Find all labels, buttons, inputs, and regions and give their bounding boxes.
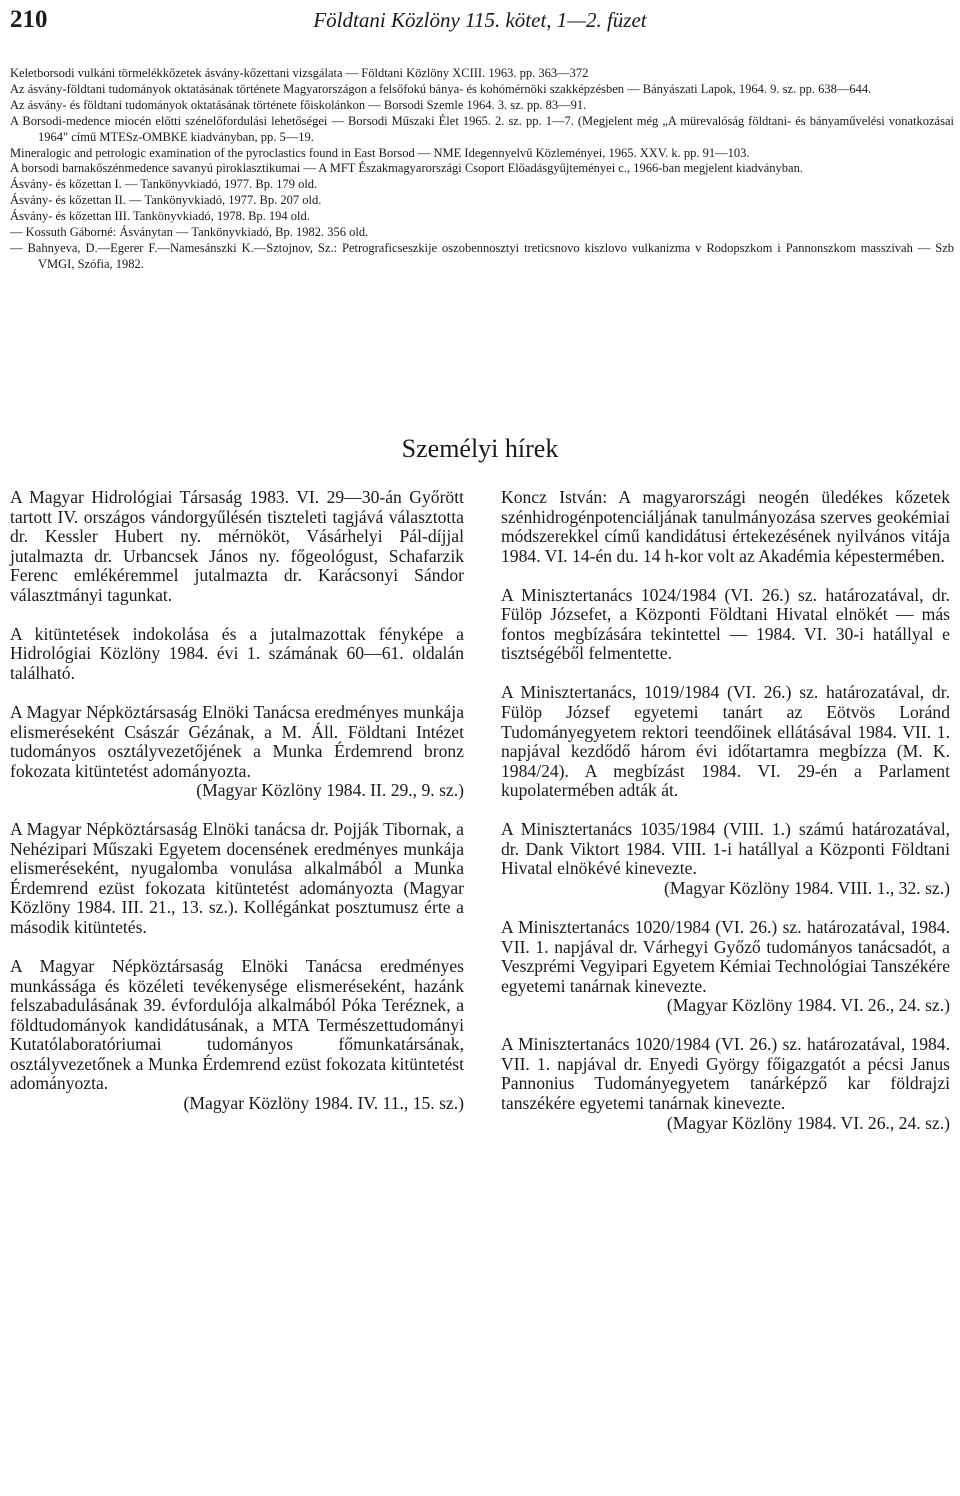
page-header [10, 6, 950, 36]
news-paragraph: A kitüntetések indokolása és a jutalmazottak fényképe a Hidrológiai Közlöny 1984. évi 1. számának 60—61. oldalán található. [10, 623, 464, 683]
news-paragraph: Koncz István: A magyarországi neogén üledékes kőzetek szénhidrogénpotenciáljának tanulmányozása szerves geokémiai módszerekkel című kandidátusi értekezésének nyilvános vitája 1984. VI. 14-én du. 14 h-kor volt az Akadémia képestermében. [501, 487, 950, 566]
page-number: 210 [10, 6, 48, 33]
news-paragraph: A Magyar Népköztársaság Elnöki Tanácsa eredményes munkája elismeréseként Császár Gézának, a M. Áll. Földtani Intézet tudományos osztályvezetőjének a Munka Érdemrend bronz fokozata kitüntetést adományozta. [10, 702, 464, 781]
reference-list [10, 66, 954, 273]
reference-item: — Bahnyeva, D.—Egerer F.—Namesánszki K.—Sztojnov, Sz.: Petrograficseszkije oszobennosztyi treticsnovo kiszlovo vulkanizma v Rodopszkom i Pannonszkom masszivah — Szb VMGI, Szófia, 1982. [10, 240, 954, 271]
news-paragraph: A Minisztertanács, 1019/1984 (VI. 26.) sz. határozatával, dr. Fülöp József egyetemi tanárt az Eötvös Loránd Tudományegyetem rektori teendőinek ellátásával 1984. VII. 1. napjával kezdődő három évi időtartamra megbízza (M. K. 1984/24). A megbízást 1984. VI. 29-én a Parlament kupolatermében adták át. [501, 682, 950, 801]
news-citation: (Magyar Közlöny 1984. VI. 26., 24. sz.) [666, 995, 950, 1016]
news-citation: (Magyar Közlöny 1984. IV. 11., 15. sz.) [183, 1092, 464, 1113]
reference-item: A borsodi barnakőszénmedence savanyú piroklasztikumai — A MFT Északmagyarországi Csoport Előadásgyűjteményei c., 1966-ban megjelent kiadványban. [10, 161, 803, 176]
right-column [501, 488, 950, 1153]
section-title: Személyi hírek [401, 434, 559, 463]
reference-item: Mineralogic and petrologic examination of the pyroclastics found in East Borsod — NME Idegennyelvű Közleményei, 1965. XXV. k. pp. 91—103. [10, 145, 750, 160]
news-paragraph: A Magyar Hidrológiai Társaság 1983. VI. 29—30-án Győrött tartott IV. országos vándorgyűlésén tiszteleti tagjává választotta dr. Kessler Hubert ny. mérnököt, Vásárhelyi Pál-díjjal jutalmazta dr. Urbancsek János ny. főgeológust, Schafarzik Ferenc emlékéremmel jutalmazta dr. Karácsonyi Sándor választmányi tagunkat. [10, 487, 464, 605]
reference-item: Keletborsodi vulkáni törmelékkőzetek ásvány-kőzettani vizsgálata — Földtani Közlöny XCIII. 1963. pp. 363—372 [10, 66, 589, 80]
reference-item: Ásvány- és kőzettan II. — Tankönyvkiadó, 1977. Bp. 207 old. [10, 193, 322, 208]
news-citation: (Magyar Közlöny 1984. VI. 26., 24. sz.) [666, 1112, 950, 1133]
news-paragraph: A Minisztertanács 1024/1984 (VI. 26.) sz. határozatával, dr. Fülöp Józsefet, a Központi Földtani Hivatal elnökét — más fontos megbízására tekintettel — 1984. VI. 30-i hatállyal e tisztségéből felmentette. [501, 584, 950, 664]
left-column [10, 488, 464, 1133]
news-citation: (Magyar Közlöny 1984. II. 29., 9. sz.) [196, 780, 464, 801]
journal-title: Földtani Közlöny 115. kötet, 1—2. füzet [313, 8, 647, 32]
news-citation: (Magyar Közlöny 1984. VIII. 1., 32. sz.) [663, 877, 950, 898]
reference-item: Az ásvány-földtani tudományok oktatásának története Magyarországon a felsőfokú bánya- és kohómérnöki szakképzésben — Bányászati Lapok, 1964. 9. sz. pp. 638—644. [10, 81, 872, 96]
reference-item: Ásvány- és kőzettan I. — Tankönyvkiadó, 1977. Bp. 179 old. [10, 177, 318, 192]
reference-item: A Borsodi-medence miocén előtti szénelőfordulási lehetőségei — Borsodi Műszaki Élet 1965. 2. sz. pp. 1—7. (Megjelent még „A mürevalóság földtani- és bányaművelési vonatkozásai 1964" című MTESz-OMBKE kiadványban, pp. 5—19. [10, 113, 954, 144]
news-paragraph: A Magyar Népköztársaság Elnöki Tanácsa eredményes munkássága és közéleti tevékenysége elismeréseként, hazánk felszabadulásának 39. évfordulója alkalmából Póka Teréznek, a földtudományok kandidátusának, a MTA Természettudományi Kutatólaboratóriumai tudományos főmunkatársának, osztályvezetőnek a Munka Érdemrend ezüst fokozata kitüntetést adományozta. [10, 956, 464, 1094]
reference-item: — Kossuth Gáborné: Ásványtan — Tankönyvkiadó, Bp. 1982. 356 old. [10, 225, 369, 240]
news-paragraph: A Magyar Népköztársaság Elnöki tanácsa dr. Pojják Tibornak, a Nehézipari Műszaki Egyetem docensének eredményes munkája elismeréseként, nyugalomba vonulása alkalmából a Munka Érdemrend ezüst fokozata kitüntetést adományozta (Magyar Közlöny 1984. III. 21., 13. sz.). Kollégánkat posztumusz érte a második kitüntetés. [10, 819, 464, 938]
reference-item: Ásvány- és kőzettan III. Tankönyvkiadó, 1978. Bp. 194 old. [10, 209, 310, 224]
news-paragraph: A Minisztertanács 1020/1984 (VI. 26.) sz. határozatával, 1984. VII. 1. napjával dr. Enyedi György főigazgatót a pécsi Janus Pannonius Tudományegyetem tanárképző kar földrajzi tanszékére egyetemi tanárnak kinevezte. [501, 1034, 950, 1113]
news-paragraph: A Minisztertanács 1020/1984 (VI. 26.) sz. határozatával, 1984. VII. 1. napjával dr. Várhegyi Győző tudományos tanácsadót, a Veszprémi Vegyipari Egyetem Kémiai Technológiai Tanszékére egyetemi tanárnak kinevezte. [501, 917, 950, 996]
news-paragraph: A Minisztertanács 1035/1984 (VIII. 1.) számú határozatával, dr. Dank Viktort 1984. VIII. 1-i hatállyal a Központi Földtani Hivatal elnökévé kinevezte. [501, 819, 950, 879]
reference-item: Az ásvány- és földtani tudományok oktatásának története főiskolánkon — Borsodi Szemle 1964. 3. sz. pp. 83—91. [10, 97, 587, 112]
